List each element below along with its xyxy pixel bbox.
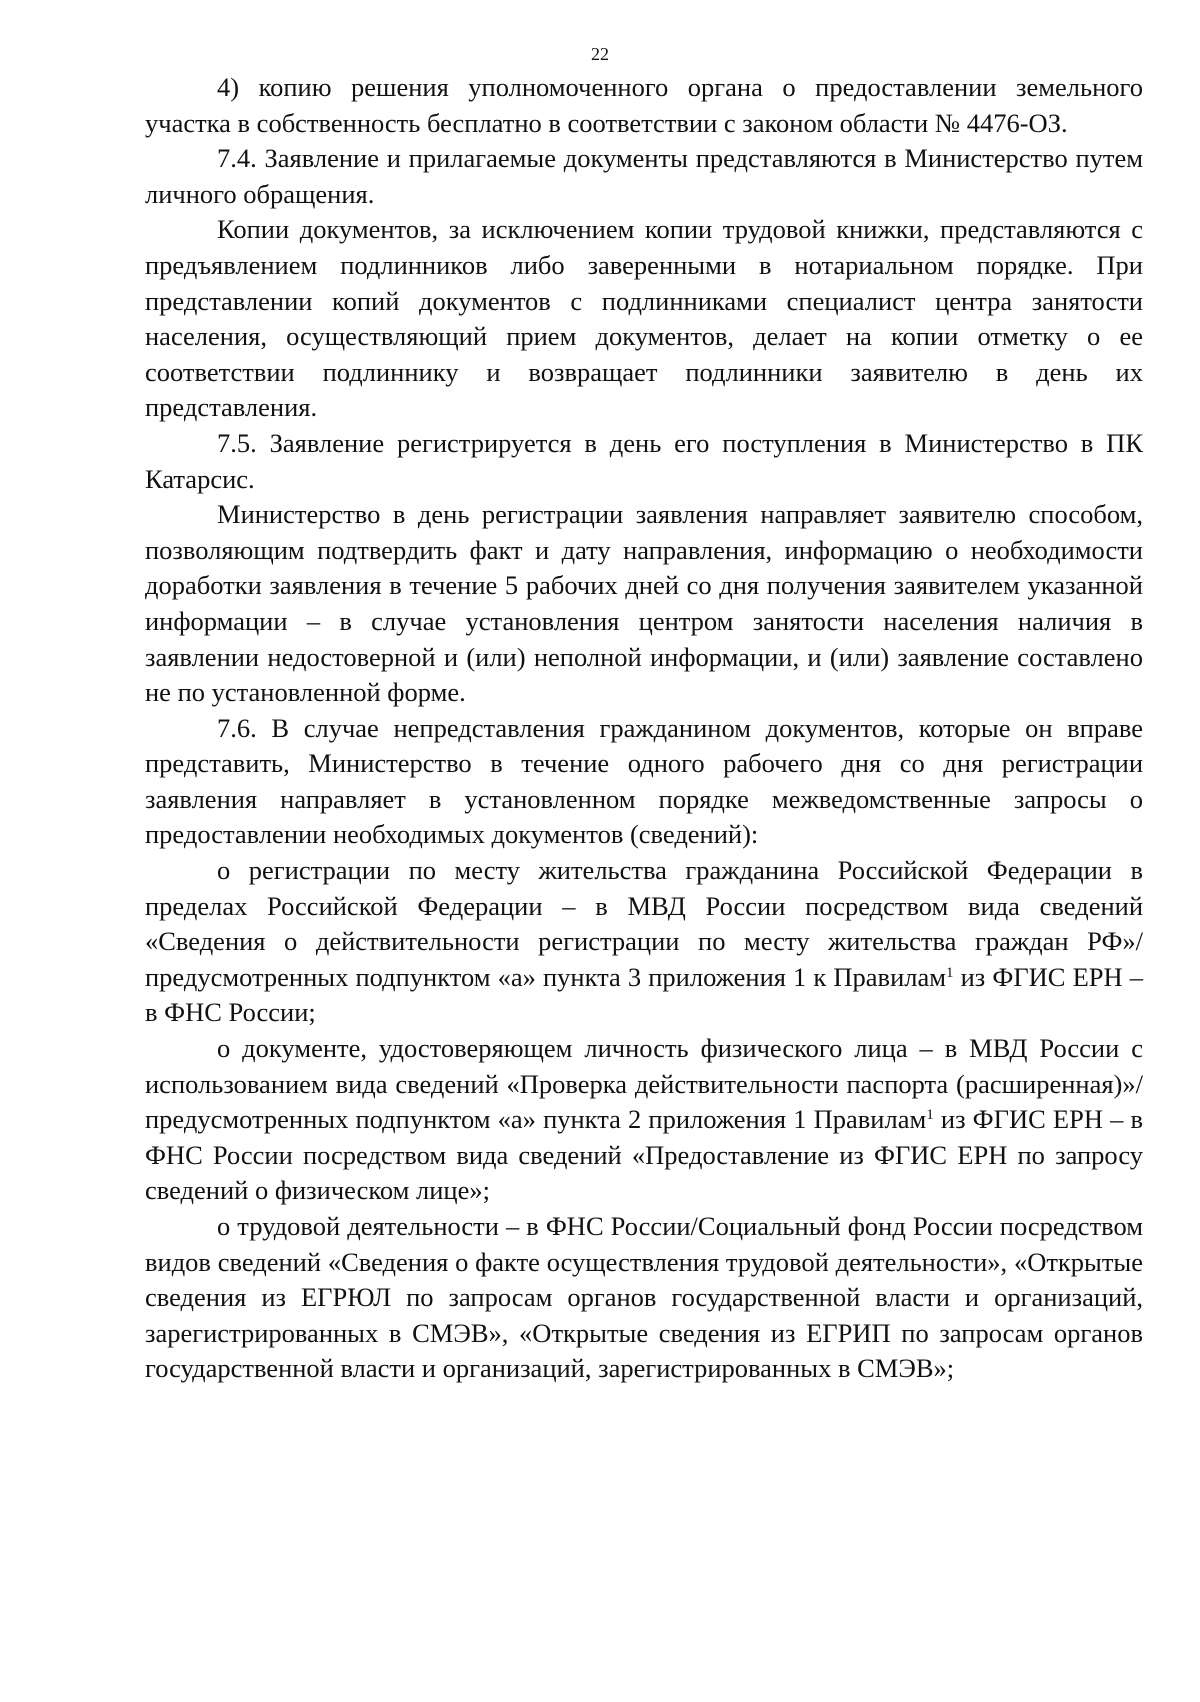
footnote-mark: 1 — [926, 1107, 934, 1124]
registration-request-text-end: из ФГИС ЕРН – в ФНС России; — [145, 961, 1143, 1028]
document-body — [145, 70, 1143, 1387]
paragraph-7-4: 7.4. Заявление и прилагаемые документы представляются в Министерство путем личного обращения. — [145, 143, 1143, 209]
identity-request-text-end: из ФГИС ЕРН – в ФНС России посредством вида сведений «Предоставление из ФГИС ЕРН по запросу сведений о физическом лице»; — [145, 1104, 1144, 1206]
paragraph-employment-request: о трудовой деятельности – в ФНС России/Социальный фонд России посредством видов сведений «Сведения о факте осуществления трудовой деятельности», «Открытые сведения из ЕГРЮЛ по запросам органов государственной власти и организаций, зарегистрированных в СМЭВ», «Открытые сведения из ЕГРИП по запросам органов государственной власти и организаций, зарегистрированных в СМЭВ»; — [145, 1211, 1143, 1384]
footnote-mark: 1 — [946, 964, 954, 981]
paragraph-ministry-notification: Министерство в день регистрации заявления направляет заявителю способом, позволяющим подтвердить факт и дату направления, информацию о необходимости доработки заявления в течение 5 рабочих дней со дня получения заявителем указанной информации – в случае установления центром занятости населения наличия в заявлении недостоверной и (или) неполной информации, и (или) заявление составлено не по установленной форме. — [145, 499, 1143, 708]
paragraph-identity-document-request — [145, 1031, 1143, 1209]
registration-request-text: о регистрации по месту жительства гражданина Российской Федерации в пределах Российской Федерации – в МВД России посредством вида сведений «Сведения о действительности регистрации по месту жительства граждан РФ»/ предусмотренных подпунктом «а» пункта 3 приложения 1 к Правилам — [145, 855, 1143, 992]
page-number: 22 — [591, 44, 609, 64]
paragraph-land-plot-decision: 4) копию решения уполномоченного органа о предоставлении земельного участка в собственность бесплатно в соответствии с законом области № 4476-ОЗ. — [145, 72, 1143, 138]
paragraph-7-6: 7.6. В случае непредставления гражданином документов, которые он вправе представить, Министерство в течение одного рабочего дня со дня регистрации заявления направляет в установленном порядке межведомственные запросы о предоставлении необходимых документов (сведений): — [145, 712, 1143, 850]
paragraph-registration-request — [145, 853, 1143, 1031]
identity-request-text: о документе, удостоверяющем личность физического лица – в МВД России с использованием вида сведений «Проверка действительности паспорта (расширенная)»/ предусмотренных подпунктом «а» пункта 2 приложения 1 Правилам — [145, 1033, 1143, 1135]
paragraph-7-5: 7.5. Заявление регистрируется в день его поступления в Министерство в ПК Катарсис. — [145, 427, 1143, 494]
paragraph-document-copies: Копии документов, за исключением копии трудовой книжки, представляются с предъявлением подлинников либо заверенными в нотариальном порядке. При представлении копий документов с подлинниками специалист центра занятости населения, осуществляющий прием документов, делает на копии отметку о ее соответствии подлиннику и возвращает подлинники заявителю в день их представления. — [145, 214, 1143, 423]
